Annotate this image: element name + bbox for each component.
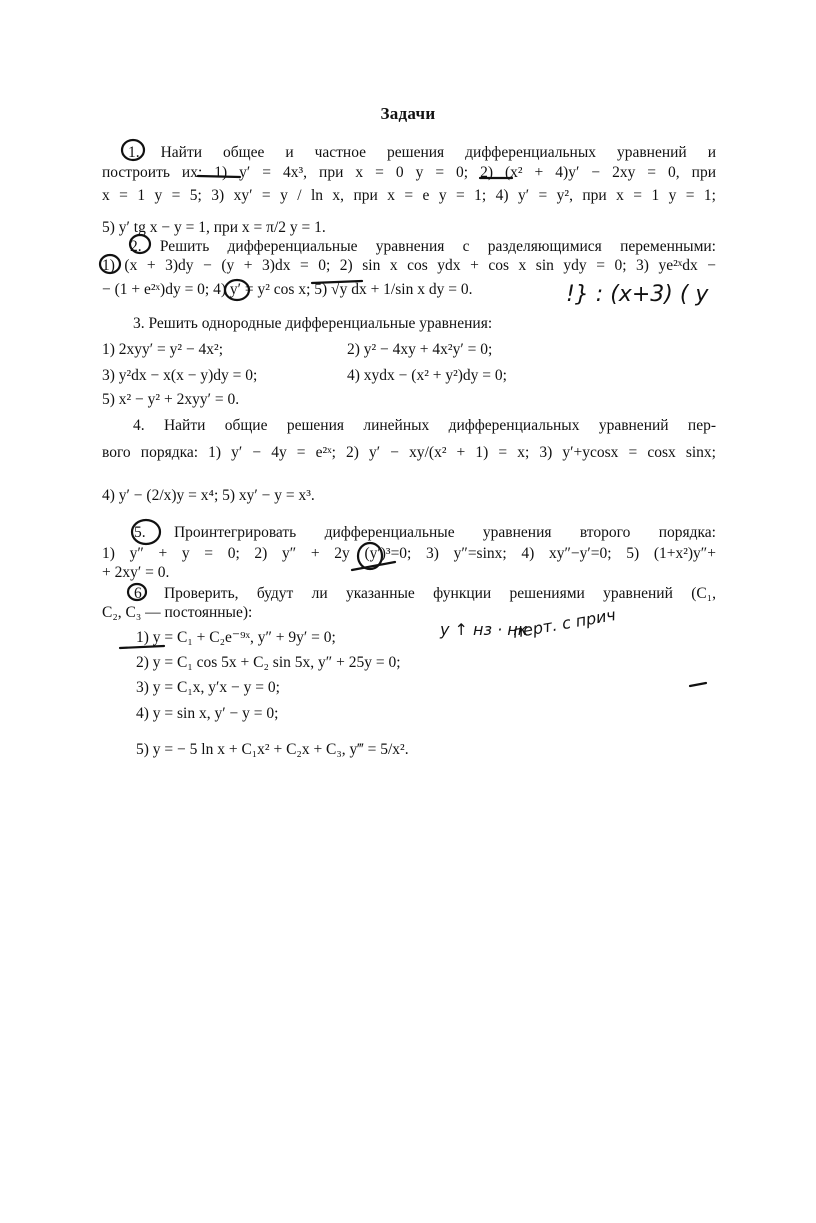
problem-3-item-2: 2) y² − 4xy + 4x²y′ = 0; [347,341,493,358]
problem-4-line-2: вого порядка: 1) y′ − 4y = e²ˣ; 2) y′ − xy/(x² + 1) = x; 3) y′+ycosx = cosx sinx; [102,444,716,461]
problem-6-item-4: 4) y = sin x, y′ − y = 0; [136,705,279,722]
problem-6-item-1: 1) y = C₁ + C₂e⁻⁹ˣ, y″ + 9y′ = 0; [136,629,336,646]
problem-6-line-2: C₂, C₃ — постоянные): [102,604,253,621]
problem-3-heading: 3. Решить однородные дифференциальные уравнения: [133,315,493,332]
problem-1-line-2: построить их: 1) y′ = 4x³, при x = 0 y = 0; 2) (x² + 4)y′ − 2xy = 0, при [102,164,716,181]
problem-6-item-3: 3) y = C₁x, y′x − y = 0; [136,679,280,696]
problem-2-line-3: − (1 + e²ˣ)dy = 0; 4) y′ = y² cos x; 5) √y dx + 1/sin x dy = 0. [102,281,473,298]
problem-3-item-4: 4) xydx − (x² + y²)dy = 0; [347,367,507,384]
handwritten-note-1: !} : (x+3) ( y [566,282,709,307]
handwritten-note-2: y ↑ нз · нк [440,620,528,639]
problem-1-line-4: 5) y′ tg x − y = 1, при x = π/2 y = 1. [102,219,326,236]
problem-5-line-2: 1) y″ + y = 0; 2) y″ + 2y (y′)³=0; 3) y″=sinx; 4) xy″−y′=0; 5) (1+x²)y″+ [102,545,716,562]
dash-mark-1 [690,683,706,686]
problem-4-line-3: 4) y′ − (2/x)y = x⁴; 5) xy′ − y = x³. [102,487,315,504]
problem-5-line-1: 5. Проинтегрировать дифференциальные уравнения второго порядка: [134,524,716,541]
problem-3-item-3: 3) y²dx − x(x − y)dy = 0; [102,367,258,384]
page-title: Задачи [380,104,436,123]
problem-6-item-5: 5) y = − 5 ln x + C₁x² + C₂x + C₃, y‴ = 5/x². [136,741,409,758]
problem-3-item-1: 1) 2xyy′ = y² − 4x²; [102,341,224,358]
problem-1-line-3: x = 1 y = 5; 3) xy′ = y / ln x, при x = e y = 1; 4) y′ = y², при x = 1 y = 1; [102,187,716,204]
handwritten-note-3: перт. с прич [511,605,618,642]
problem-6-line-1: 6. Проверить, будут ли указанные функции решениями уравнений (C₁, [134,585,716,602]
problem-2-line-1: 2. Решить дифференциальные уравнения с разделяющимися переменными: [130,238,716,255]
problem-1-line-1: 1. Найти общее и частное решения дифференциальных уравнений и [128,144,716,161]
problem-4-line-1: 4. Найти общие решения линейных дифференциальных уравнений пер- [133,417,716,434]
problem-5-line-3: + 2xy′ = 0. [102,564,170,581]
problem-6-item-2: 2) y = C₁ cos 5x + C₂ sin 5x, y″ + 25y = 0; [136,654,401,671]
problem-3-item-5: 5) x² − y² + 2xyy′ = 0. [102,391,240,408]
problem-2-line-2: 1) (x + 3)dy − (y + 3)dx = 0; 2) sin x cos ydx + cos x sin ydy = 0; 3) ye²ˣdx − [102,257,716,274]
